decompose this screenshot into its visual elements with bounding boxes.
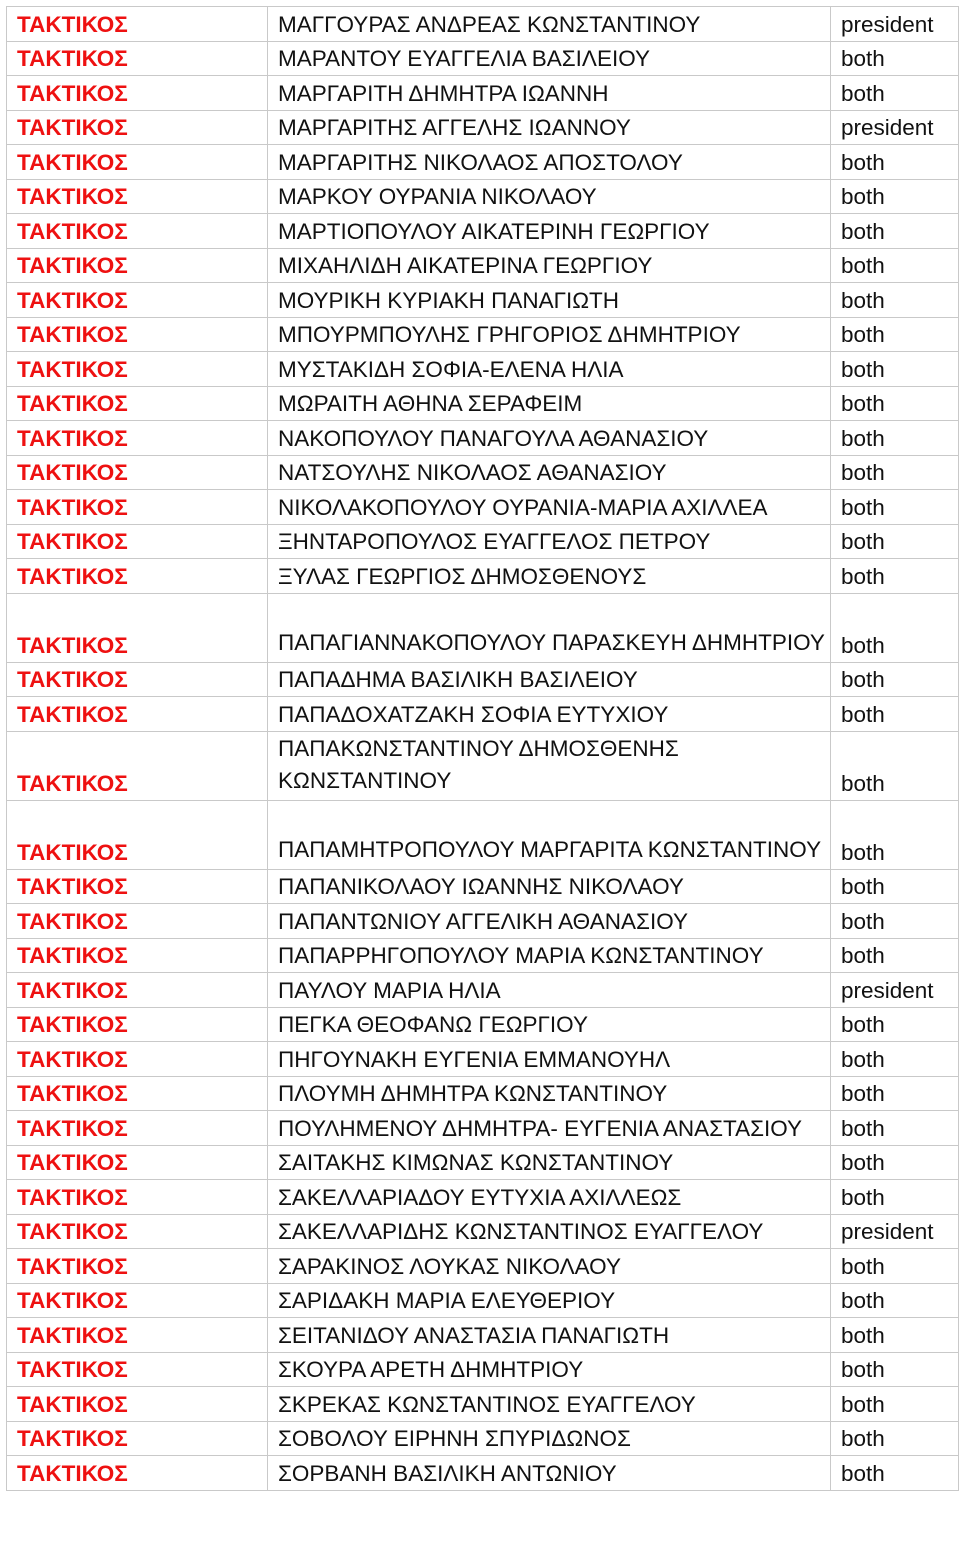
table-row [7, 145, 959, 180]
member-name-cell: ΜΟΥΡΙΚΗ ΚΥΡΙΑΚΗ ΠΑΝΑΓΙΩΤΗ [268, 283, 831, 318]
category-cell: ΤΑΚΤΙΚΟΣ [7, 1042, 268, 1077]
category-cell: ΤΑΚΤΙΚΟΣ [7, 1318, 268, 1353]
table-row [7, 352, 959, 387]
category-cell: ΤΑΚΤΙΚΟΣ [7, 1249, 268, 1284]
category-cell: ΤΑΚΤΙΚΟΣ [7, 904, 268, 939]
member-name-cell: ΣΚΡΕΚΑΣ ΚΩΝΣΤΑΝΤΙΝΟΣ ΕΥΑΓΓΕΛΟΥ [268, 1387, 831, 1422]
table-row [7, 524, 959, 559]
role-status-cell: both [831, 317, 959, 352]
role-status-cell: both [831, 938, 959, 973]
member-name-cell: ΠΟΥΛΗΜΕΝΟΥ ΔΗΜΗΤΡΑ- ΕΥΓΕΝΙΑ ΑΝΑΣΤΑΣΙΟΥ [268, 1111, 831, 1146]
table-row [7, 662, 959, 697]
table-row [7, 559, 959, 594]
role-status-cell: both [831, 1456, 959, 1491]
category-cell: ΤΑΚΤΙΚΟΣ [7, 1145, 268, 1180]
member-name-cell: ΣΑΙΤΑΚΗΣ ΚΙΜΩΝΑΣ ΚΩΝΣΤΑΝΤΙΝΟΥ [268, 1145, 831, 1180]
table-row [7, 1387, 959, 1422]
role-status-cell: both [831, 1421, 959, 1456]
member-name-cell: ΝΙΚΟΛΑΚΟΠΟΥΛΟΥ ΟΥΡΑΝΙΑ-ΜΑΡΙΑ ΑΧΙΛΛΕΑ [268, 490, 831, 525]
category-cell: ΤΑΚΤΙΚΟΣ [7, 697, 268, 732]
member-name-cell: ΜΑΓΓΟΥΡΑΣ ΑΝΔΡΕΑΣ ΚΩΝΣΤΑΝΤΙΝΟΥ [268, 7, 831, 42]
table-row [7, 248, 959, 283]
member-name-cell: ΣΑΚΕΛΛΑΡΙΔΗΣ ΚΩΝΣΤΑΝΤΙΝΟΣ ΕΥΑΓΓΕΛΟΥ [268, 1214, 831, 1249]
member-name-cell: ΠΑΠΑΔΟΧΑΤΖΑΚΗ ΣΟΦΙΑ ΕΥΤΥΧΙΟΥ [268, 697, 831, 732]
role-status-cell: president [831, 110, 959, 145]
member-name-cell: ΠΛΟΥΜΗ ΔΗΜΗΤΡΑ ΚΩΝΣΤΑΝΤΙΝΟΥ [268, 1076, 831, 1111]
category-cell: ΤΑΚΤΙΚΟΣ [7, 1111, 268, 1146]
category-cell: ΤΑΚΤΙΚΟΣ [7, 179, 268, 214]
table-row [7, 1318, 959, 1353]
role-status-cell: both [831, 145, 959, 180]
category-cell: ΤΑΚΤΙΚΟΣ [7, 455, 268, 490]
member-name-cell: ΞΥΛΑΣ ΓΕΩΡΓΙΟΣ ΔΗΜΟΣΘΕΝΟΥΣ [268, 559, 831, 594]
category-cell: ΤΑΚΤΙΚΟΣ [7, 1214, 268, 1249]
member-name-cell: ΣΑΡΑΚΙΝΟΣ ΛΟΥΚΑΣ ΝΙΚΟΛΑΟΥ [268, 1249, 831, 1284]
role-status-cell: both [831, 1387, 959, 1422]
role-status-cell: both [831, 904, 959, 939]
member-name-cell: ΣΑΚΕΛΛΑΡΙΑΔΟΥ ΕΥΤΥΧΙΑ ΑΧΙΛΛΕΩΣ [268, 1180, 831, 1215]
role-status-cell: both [831, 1352, 959, 1387]
category-cell: ΤΑΚΤΙΚΟΣ [7, 386, 268, 421]
role-status-cell: both [831, 800, 959, 869]
role-status-cell: both [831, 1007, 959, 1042]
table-row [7, 1007, 959, 1042]
role-status-cell: president [831, 1214, 959, 1249]
category-cell: ΤΑΚΤΙΚΟΣ [7, 938, 268, 973]
roster-sheet [6, 6, 958, 1491]
table-row [7, 7, 959, 42]
table-row [7, 800, 959, 869]
table-row [7, 1352, 959, 1387]
role-status-cell: both [831, 283, 959, 318]
category-cell: ΤΑΚΤΙΚΟΣ [7, 110, 268, 145]
category-cell: ΤΑΚΤΙΚΟΣ [7, 145, 268, 180]
category-cell: ΤΑΚΤΙΚΟΣ [7, 76, 268, 111]
role-status-cell: both [831, 490, 959, 525]
category-cell: ΤΑΚΤΙΚΟΣ [7, 1421, 268, 1456]
member-name-cell: ΜΥΣΤΑΚΙΔΗ ΣΟΦΙΑ-ΕΛΕΝΑ ΗΛΙΑ [268, 352, 831, 387]
member-name-cell: ΠΑΥΛΟΥ ΜΑΡΙΑ ΗΛΙΑ [268, 973, 831, 1008]
category-cell: ΤΑΚΤΙΚΟΣ [7, 1283, 268, 1318]
table-row [7, 1111, 959, 1146]
table-row [7, 214, 959, 249]
member-name-cell: ΠΑΠΑΓΙΑΝΝΑΚΟΠΟΥΛΟΥ ΠΑΡΑΣΚΕΥΗ ΔΗΜΗΤΡΙΟΥ [268, 593, 831, 662]
role-status-cell: both [831, 1042, 959, 1077]
category-cell: ΤΑΚΤΙΚΟΣ [7, 559, 268, 594]
category-cell: ΤΑΚΤΙΚΟΣ [7, 1352, 268, 1387]
table-row [7, 76, 959, 111]
member-name-cell: ΣΕΙΤΑΝΙΔΟΥ ΑΝΑΣΤΑΣΙΑ ΠΑΝΑΓΙΩΤΗ [268, 1318, 831, 1353]
role-status-cell: both [831, 41, 959, 76]
role-status-cell: both [831, 559, 959, 594]
category-cell: ΤΑΚΤΙΚΟΣ [7, 1456, 268, 1491]
member-name-cell: ΣΟΡΒΑΝΗ ΒΑΣΙΛΙΚΗ ΑΝΤΩΝΙΟΥ [268, 1456, 831, 1491]
table-row [7, 317, 959, 352]
member-name-cell: ΠΕΓΚΑ ΘΕΟΦΑΝΩ ΓΕΩΡΓΙΟΥ [268, 1007, 831, 1042]
role-status-cell: both [831, 421, 959, 456]
role-status-cell: both [831, 1283, 959, 1318]
member-name-cell: ΜΑΡΓΑΡΙΤΗΣ ΝΙΚΟΛΑΟΣ ΑΠΟΣΤΟΛΟΥ [268, 145, 831, 180]
table-row [7, 1249, 959, 1284]
member-name-cell: ΜΩΡΑΙΤΗ ΑΘΗΝΑ ΣΕΡΑΦΕΙΜ [268, 386, 831, 421]
member-name-cell: ΜΑΡΤΙΟΠΟΥΛΟΥ ΑΙΚΑΤΕΡΙΝΗ ΓΕΩΡΓΙΟΥ [268, 214, 831, 249]
role-status-cell: both [831, 869, 959, 904]
table-row [7, 1421, 959, 1456]
table-row [7, 179, 959, 214]
role-status-cell: both [831, 1111, 959, 1146]
role-status-cell: both [831, 214, 959, 249]
table-row [7, 869, 959, 904]
table-row [7, 731, 959, 800]
role-status-cell: president [831, 973, 959, 1008]
role-status-cell: both [831, 386, 959, 421]
role-status-cell: both [831, 352, 959, 387]
member-name-cell: ΜΙΧΑΗΛΙΔΗ ΑΙΚΑΤΕΡΙΝΑ ΓΕΩΡΓΙΟΥ [268, 248, 831, 283]
role-status-cell: both [831, 1076, 959, 1111]
member-name-cell: ΠΑΠΑΚΩΝΣΤΑΝΤΙΝΟΥ ΔΗΜΟΣΘΕΝΗΣ ΚΩΝΣΤΑΝΤΙΝΟΥ [268, 731, 831, 800]
table-row [7, 973, 959, 1008]
table-row [7, 697, 959, 732]
category-cell: ΤΑΚΤΙΚΟΣ [7, 800, 268, 869]
table-row [7, 1042, 959, 1077]
table-row [7, 110, 959, 145]
table-row [7, 421, 959, 456]
category-cell: ΤΑΚΤΙΚΟΣ [7, 1007, 268, 1042]
table-row [7, 938, 959, 973]
category-cell: ΤΑΚΤΙΚΟΣ [7, 973, 268, 1008]
table-row [7, 904, 959, 939]
category-cell: ΤΑΚΤΙΚΟΣ [7, 41, 268, 76]
category-cell: ΤΑΚΤΙΚΟΣ [7, 869, 268, 904]
category-cell: ΤΑΚΤΙΚΟΣ [7, 1180, 268, 1215]
table-row [7, 455, 959, 490]
table-row [7, 41, 959, 76]
member-name-cell: ΝΑΚΟΠΟΥΛΟΥ ΠΑΝΑΓΟΥΛΑ ΑΘΑΝΑΣΙΟΥ [268, 421, 831, 456]
category-cell: ΤΑΚΤΙΚΟΣ [7, 317, 268, 352]
table-row [7, 490, 959, 525]
member-name-cell: ΜΑΡΑΝΤΟΥ ΕΥΑΓΓΕΛΙΑ ΒΑΣΙΛΕΙΟΥ [268, 41, 831, 76]
member-name-cell: ΠΑΠΑΝΤΩΝΙΟΥ ΑΓΓΕΛΙΚΗ ΑΘΑΝΑΣΙΟΥ [268, 904, 831, 939]
table-row [7, 1076, 959, 1111]
table-row [7, 1214, 959, 1249]
member-name-cell: ΣΑΡΙΔΑΚΗ ΜΑΡΙΑ ΕΛΕΥΘΕΡΙΟΥ [268, 1283, 831, 1318]
category-cell: ΤΑΚΤΙΚΟΣ [7, 248, 268, 283]
category-cell: ΤΑΚΤΙΚΟΣ [7, 1387, 268, 1422]
member-name-cell: ΠΑΠΑΜΗΤΡΟΠΟΥΛΟΥ ΜΑΡΓΑΡΙΤΑ ΚΩΝΣΤΑΝΤΙΝΟΥ [268, 800, 831, 869]
role-status-cell: both [831, 76, 959, 111]
member-name-cell: ΠΑΠΑΔΗΜΑ ΒΑΣΙΛΙΚΗ ΒΑΣΙΛΕΙΟΥ [268, 662, 831, 697]
member-name-cell: ΜΑΡΓΑΡΙΤΗ ΔΗΜΗΤΡΑ ΙΩΑΝΝΗ [268, 76, 831, 111]
table-row [7, 283, 959, 318]
category-cell: ΤΑΚΤΙΚΟΣ [7, 214, 268, 249]
role-status-cell: both [831, 455, 959, 490]
member-name-cell: ΠΑΠΑΡΡΗΓΟΠΟΥΛΟΥ ΜΑΡΙΑ ΚΩΝΣΤΑΝΤΙΝΟΥ [268, 938, 831, 973]
role-status-cell: both [831, 1318, 959, 1353]
category-cell: ΤΑΚΤΙΚΟΣ [7, 1076, 268, 1111]
category-cell: ΤΑΚΤΙΚΟΣ [7, 731, 268, 800]
role-status-cell: both [831, 697, 959, 732]
member-name-cell: ΞΗΝΤΑΡΟΠΟΥΛΟΣ ΕΥΑΓΓΕΛΟΣ ΠΕΤΡΟΥ [268, 524, 831, 559]
role-status-cell: both [831, 1145, 959, 1180]
table-row [7, 1145, 959, 1180]
category-cell: ΤΑΚΤΙΚΟΣ [7, 352, 268, 387]
table-row [7, 1180, 959, 1215]
role-status-cell: both [831, 662, 959, 697]
role-status-cell: both [831, 593, 959, 662]
category-cell: ΤΑΚΤΙΚΟΣ [7, 662, 268, 697]
role-status-cell: both [831, 248, 959, 283]
category-cell: ΤΑΚΤΙΚΟΣ [7, 524, 268, 559]
roster-table-body [7, 7, 959, 1491]
table-row [7, 1283, 959, 1318]
member-name-cell: ΜΠΟΥΡΜΠΟΥΛΗΣ ΓΡΗΓΟΡΙΟΣ ΔΗΜΗΤΡΙΟΥ [268, 317, 831, 352]
category-cell: ΤΑΚΤΙΚΟΣ [7, 593, 268, 662]
role-status-cell: both [831, 179, 959, 214]
member-name-cell: ΠΗΓΟΥΝΑΚΗ ΕΥΓΕΝΙΑ ΕΜΜΑΝΟΥΗΛ [268, 1042, 831, 1077]
role-status-cell: both [831, 1180, 959, 1215]
table-row [7, 1456, 959, 1491]
role-status-cell: president [831, 7, 959, 42]
category-cell: ΤΑΚΤΙΚΟΣ [7, 7, 268, 42]
role-status-cell: both [831, 731, 959, 800]
roster-table [6, 6, 959, 1491]
member-name-cell: ΜΑΡΚΟΥ ΟΥΡΑΝΙΑ ΝΙΚΟΛΑΟΥ [268, 179, 831, 214]
member-name-cell: ΜΑΡΓΑΡΙΤΗΣ ΑΓΓΕΛΗΣ ΙΩΑΝΝΟΥ [268, 110, 831, 145]
category-cell: ΤΑΚΤΙΚΟΣ [7, 283, 268, 318]
category-cell: ΤΑΚΤΙΚΟΣ [7, 490, 268, 525]
role-status-cell: both [831, 1249, 959, 1284]
role-status-cell: both [831, 524, 959, 559]
table-row [7, 593, 959, 662]
table-row [7, 386, 959, 421]
member-name-cell: ΠΑΠΑΝΙΚΟΛΑΟΥ ΙΩΑΝΝΗΣ ΝΙΚΟΛΑΟΥ [268, 869, 831, 904]
member-name-cell: ΣΚΟΥΡΑ ΑΡΕΤΗ ΔΗΜΗΤΡΙΟΥ [268, 1352, 831, 1387]
member-name-cell: ΣΟΒΟΛΟΥ ΕΙΡΗΝΗ ΣΠΥΡΙΔΩΝΟΣ [268, 1421, 831, 1456]
category-cell: ΤΑΚΤΙΚΟΣ [7, 421, 268, 456]
member-name-cell: ΝΑΤΣΟΥΛΗΣ ΝΙΚΟΛΑΟΣ ΑΘΑΝΑΣΙΟΥ [268, 455, 831, 490]
